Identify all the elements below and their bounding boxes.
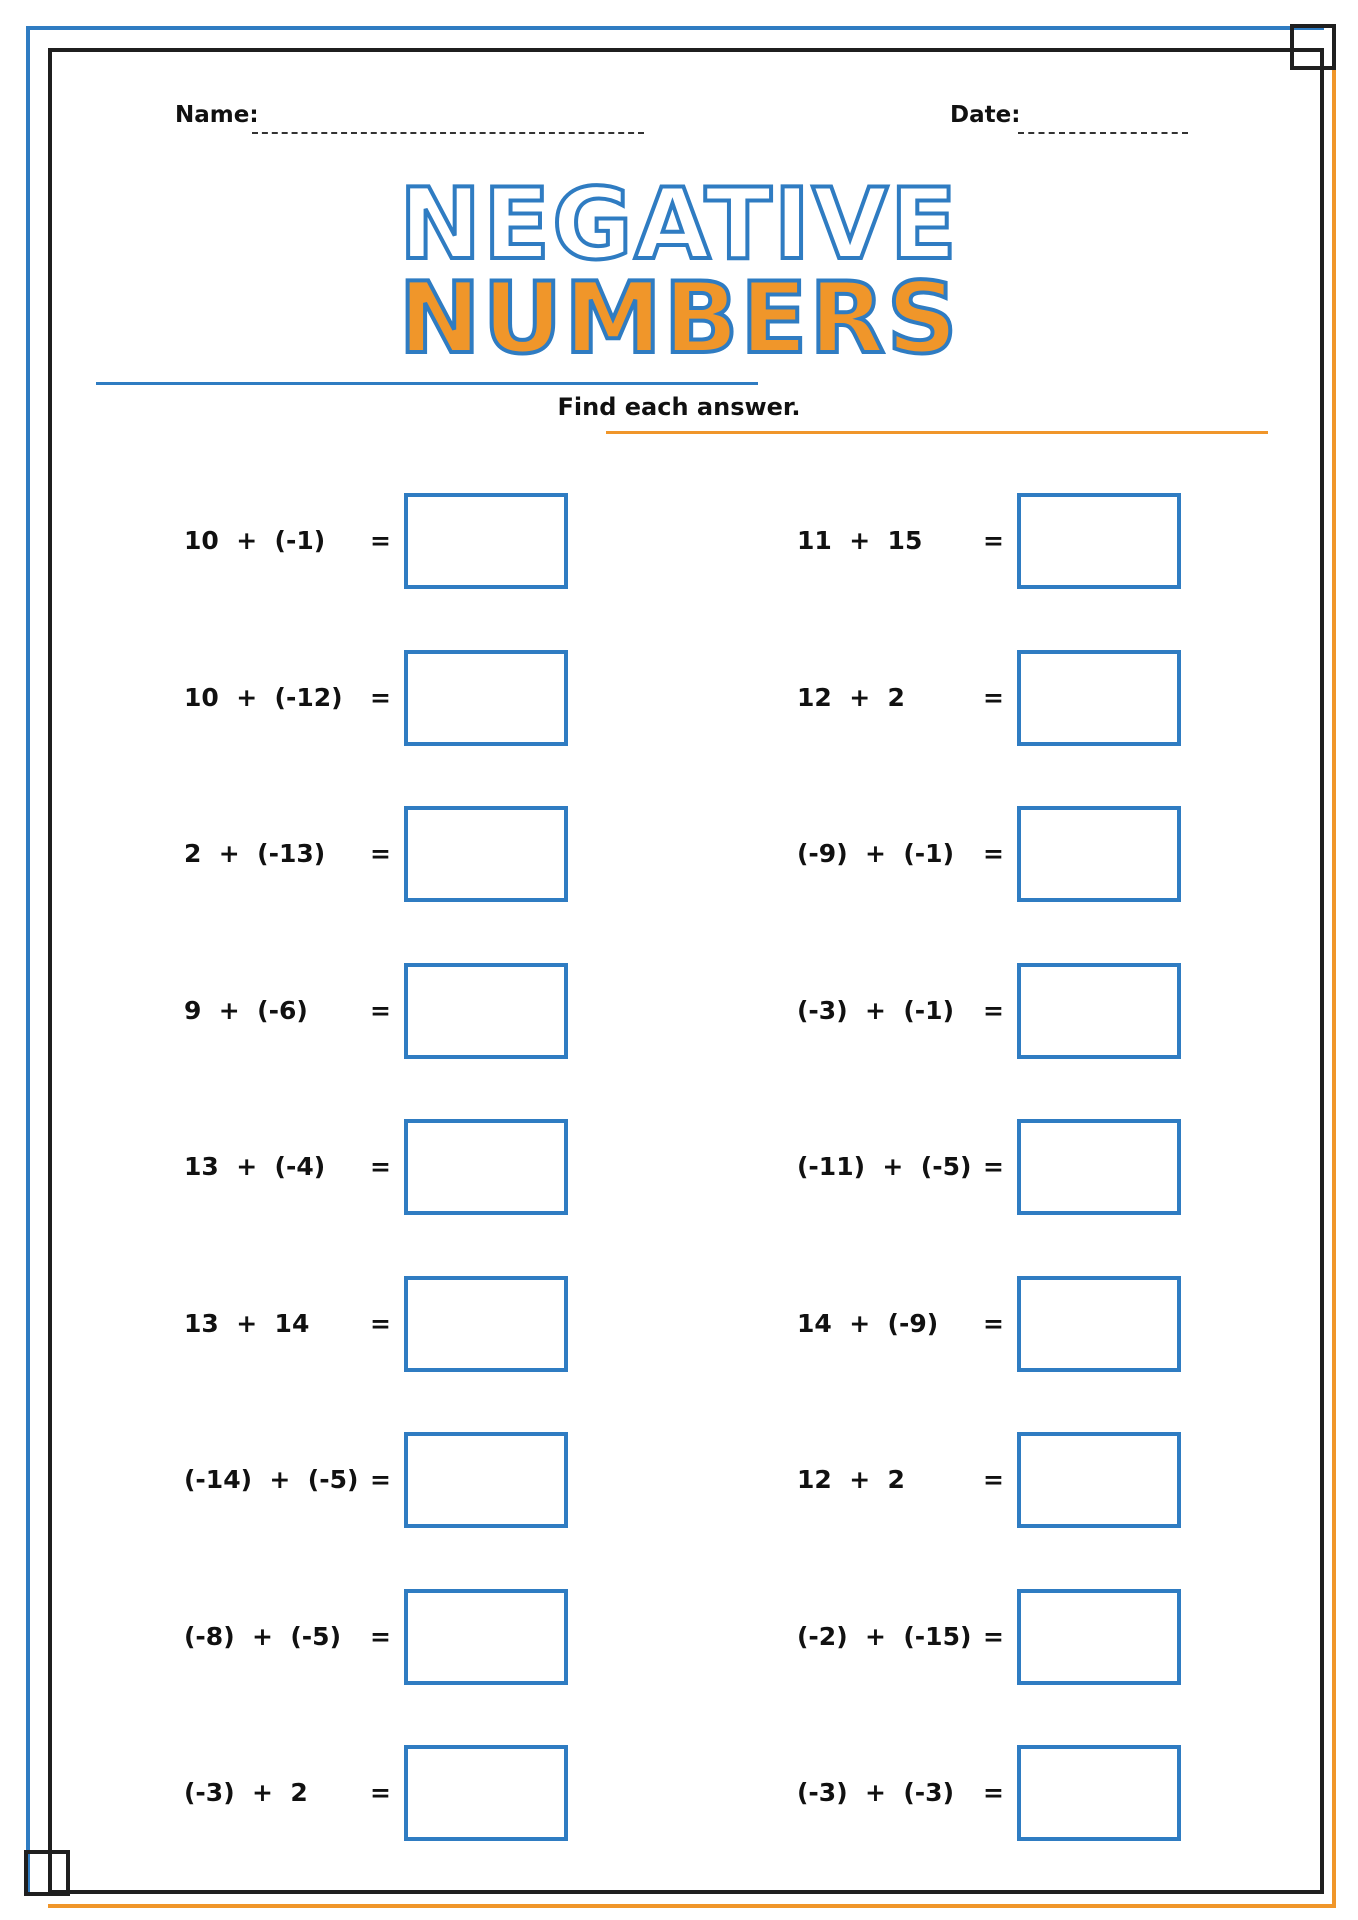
problem-expression: 9 + (-6) [184, 996, 308, 1025]
answer-box[interactable] [1017, 650, 1181, 746]
divider-orange [606, 431, 1268, 434]
equals-sign: = [370, 1778, 391, 1807]
equals-sign: = [983, 1152, 1004, 1181]
answer-box[interactable] [404, 1276, 568, 1372]
answer-box[interactable] [404, 1119, 568, 1215]
answer-box[interactable] [404, 806, 568, 902]
answer-box[interactable] [1017, 806, 1181, 902]
page-title-line-2: NUMBERS [398, 262, 960, 376]
problem-expression: 13 + (-4) [184, 1152, 326, 1181]
equals-sign: = [370, 1622, 391, 1651]
answer-box[interactable] [404, 650, 568, 746]
equals-sign: = [370, 1152, 391, 1181]
problem-expression: 12 + 2 [797, 1465, 905, 1494]
equals-sign: = [983, 1465, 1004, 1494]
instructions: Find each answer. [557, 393, 801, 421]
name-label: Name: [175, 102, 259, 128]
problem-expression: 10 + (-12) [184, 683, 343, 712]
equals-sign: = [983, 996, 1004, 1025]
problem-expression: 11 + 15 [797, 526, 923, 555]
problem-expression: (-3) + (-3) [797, 1778, 955, 1807]
answer-box[interactable] [404, 1432, 568, 1528]
equals-sign: = [370, 1309, 391, 1338]
answer-box[interactable] [1017, 1589, 1181, 1685]
answer-box[interactable] [404, 963, 568, 1059]
equals-sign: = [370, 839, 391, 868]
problem-expression: (-3) + 2 [184, 1778, 308, 1807]
equals-sign: = [983, 1778, 1004, 1807]
date-field[interactable] [1018, 132, 1188, 134]
answer-box[interactable] [404, 1745, 568, 1841]
problem-expression: 10 + (-1) [184, 526, 326, 555]
answer-box[interactable] [1017, 1119, 1181, 1215]
answer-box[interactable] [1017, 963, 1181, 1059]
equals-sign: = [983, 1309, 1004, 1338]
problem-expression: 2 + (-13) [184, 839, 326, 868]
problem-expression: (-3) + (-1) [797, 996, 955, 1025]
problem-expression: (-9) + (-1) [797, 839, 955, 868]
page-title-line-1: NEGATIVE [399, 168, 959, 282]
name-field[interactable] [252, 132, 644, 134]
answer-box[interactable] [1017, 493, 1181, 589]
equals-sign: = [983, 1622, 1004, 1651]
answer-box[interactable] [1017, 1432, 1181, 1528]
problem-expression: 13 + 14 [184, 1309, 310, 1338]
equals-sign: = [370, 683, 391, 712]
answer-box[interactable] [404, 1589, 568, 1685]
equals-sign: = [983, 683, 1004, 712]
problem-expression: (-14) + (-5) [184, 1465, 359, 1494]
corner-square-bottom-left [24, 1850, 70, 1896]
date-label: Date: [950, 102, 1021, 128]
equals-sign: = [370, 526, 391, 555]
answer-box[interactable] [404, 493, 568, 589]
answer-box[interactable] [1017, 1745, 1181, 1841]
problem-expression: 14 + (-9) [797, 1309, 939, 1338]
equals-sign: = [983, 526, 1004, 555]
corner-square-top-right [1290, 24, 1336, 70]
problem-expression: (-11) + (-5) [797, 1152, 972, 1181]
problem-expression: 12 + 2 [797, 683, 905, 712]
equals-sign: = [983, 839, 1004, 868]
problem-expression: (-2) + (-15) [797, 1622, 972, 1651]
equals-sign: = [370, 1465, 391, 1494]
equals-sign: = [370, 996, 391, 1025]
divider-blue [96, 382, 758, 385]
problem-expression: (-8) + (-5) [184, 1622, 342, 1651]
answer-box[interactable] [1017, 1276, 1181, 1372]
